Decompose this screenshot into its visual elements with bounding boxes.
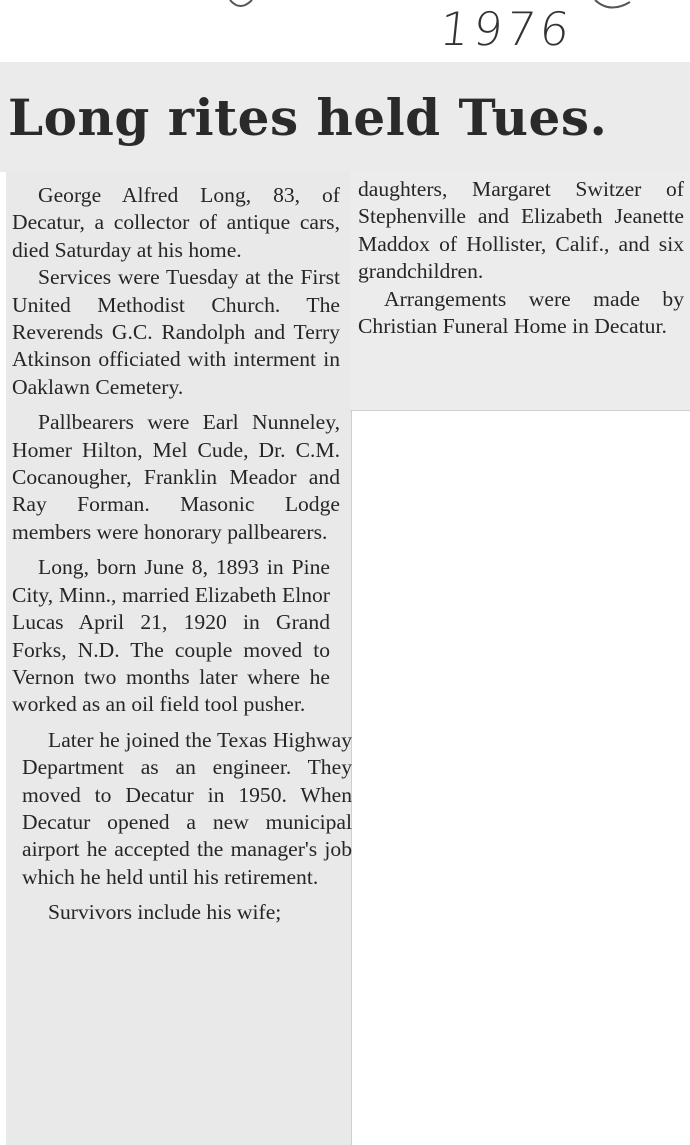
paragraph-services: Services were Tuesday at the First United Methodist Church. The Reverends G.C. Randolph and Terry Atkinson officiated with interment in Oaklawn Cemetery. <box>12 265 340 399</box>
paragraph-pallbearers: Pallbearers were Earl Nunneley, Homer Hilton, Mel Cude, Dr. C.M. Cocanougher, Franklin Meador and Ray Forman. Masonic Lodge members were honorary pallbearers. <box>12 410 340 544</box>
article-left-column <box>12 182 352 927</box>
pen-scribble-marks <box>200 0 650 20</box>
handwritten-year: 1976 <box>437 2 576 56</box>
article-right-column <box>358 176 684 340</box>
paragraph-career: Later he joined the Texas Highway Department as an engineer. They moved to Decatur in 1950. When Decatur opened a new municipal airport he accepted the manager's job which he held until his retirement. <box>22 727 352 889</box>
paragraph-death-notice: George Alfred Long, 83, of Decatur, a collector of antique cars, died Saturday at his home. <box>12 183 340 262</box>
paragraph-survivors-start: Survivors include his wife; <box>48 900 282 925</box>
paragraph-arrangements: Arrangements were made by Christian Funeral Home in Decatur. <box>358 286 684 339</box>
article-headline: Long rites held Tues. <box>8 88 608 147</box>
paragraph-biography: Long, born June 8, 1893 in Pine City, Minn., married Elizabeth Elnor Lucas April 21, 1920 in Grand Forks, N.D. The couple moved to Vernon two months later where he worked as an oil field tool pusher. <box>12 555 330 717</box>
paragraph-survivors-continued: daughters, Margaret Switzer of Stephenville and Elizabeth Jeanette Maddox of Hollister, Calif., and six grandchildren. <box>358 177 684 284</box>
